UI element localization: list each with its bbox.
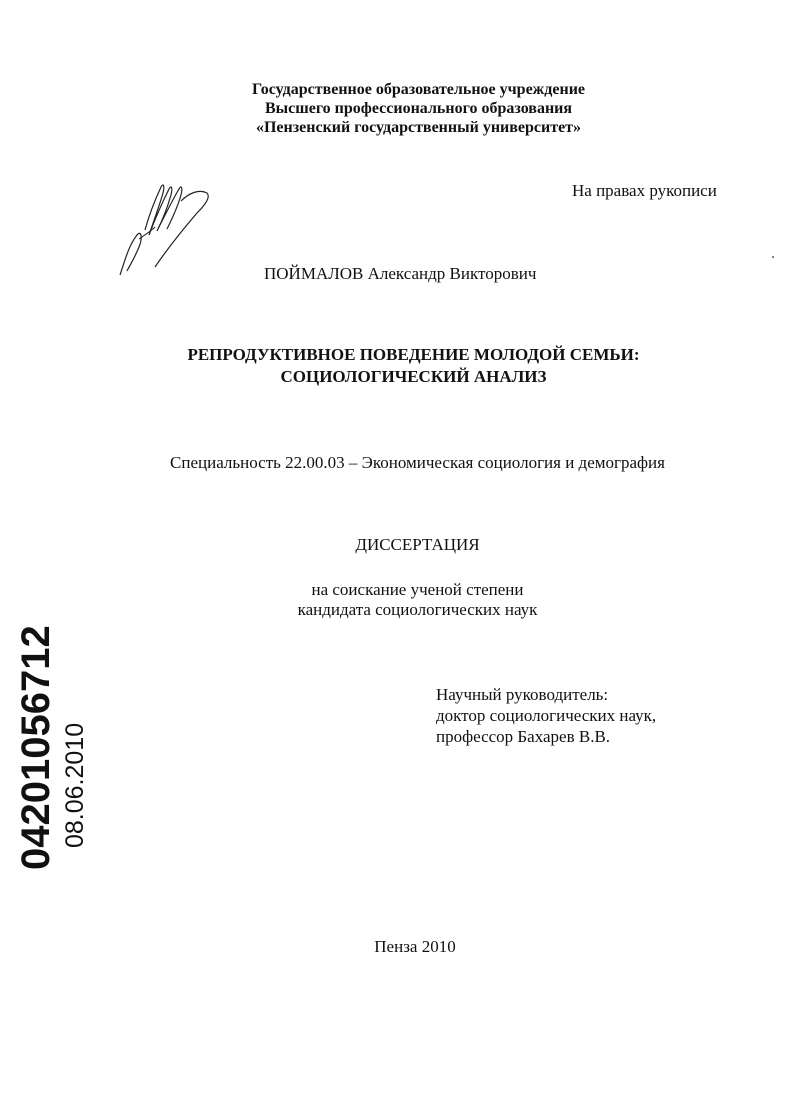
- advisor-line-1: Научный руководитель:: [436, 685, 609, 704]
- advisor-line-3: профессор Бахарев В.В.: [436, 727, 611, 746]
- scientific-advisor: [436, 684, 656, 747]
- institution-line-3: «Пензенский государственный университет»: [255, 119, 582, 136]
- institution-line-1: Государственное образовательное учреждение: [251, 81, 586, 98]
- institution-header: [40, 80, 797, 137]
- title-line-2: СОЦИОЛОГИЧЕСКИЙ АНАЛИЗ: [280, 367, 547, 386]
- manuscript-rights: На правах рукописи: [572, 181, 717, 200]
- document-type: ДИССЕРТАЦИЯ: [355, 535, 480, 554]
- specialty: Специальность 22.00.03 – Экономическая социология и демография: [170, 453, 665, 472]
- degree-line-2: кандидата социологических наук: [297, 600, 538, 619]
- dissertation-title: [30, 344, 797, 388]
- stamp-date: 08.06.2010: [61, 722, 89, 848]
- scan-speck: [772, 256, 774, 258]
- stamp-number: 04201056712: [14, 625, 58, 870]
- title-line-1: РЕПРОДУКТИВНОЕ ПОВЕДЕНИЕ МОЛОДОЙ СЕМЬИ:: [187, 345, 640, 364]
- institution-line-2: Высшего профессионального образования: [264, 100, 573, 117]
- degree-line-1: на соискание ученой степени: [311, 580, 524, 599]
- advisor-line-2: доктор социологических наук,: [436, 706, 657, 725]
- author-signature: [115, 175, 215, 280]
- author-name: ПОЙМАЛОВ Александр Викторович: [264, 264, 537, 283]
- city-year: Пенза 2010: [374, 937, 456, 956]
- library-stamp: [14, 625, 94, 870]
- degree-statement: [0, 580, 797, 620]
